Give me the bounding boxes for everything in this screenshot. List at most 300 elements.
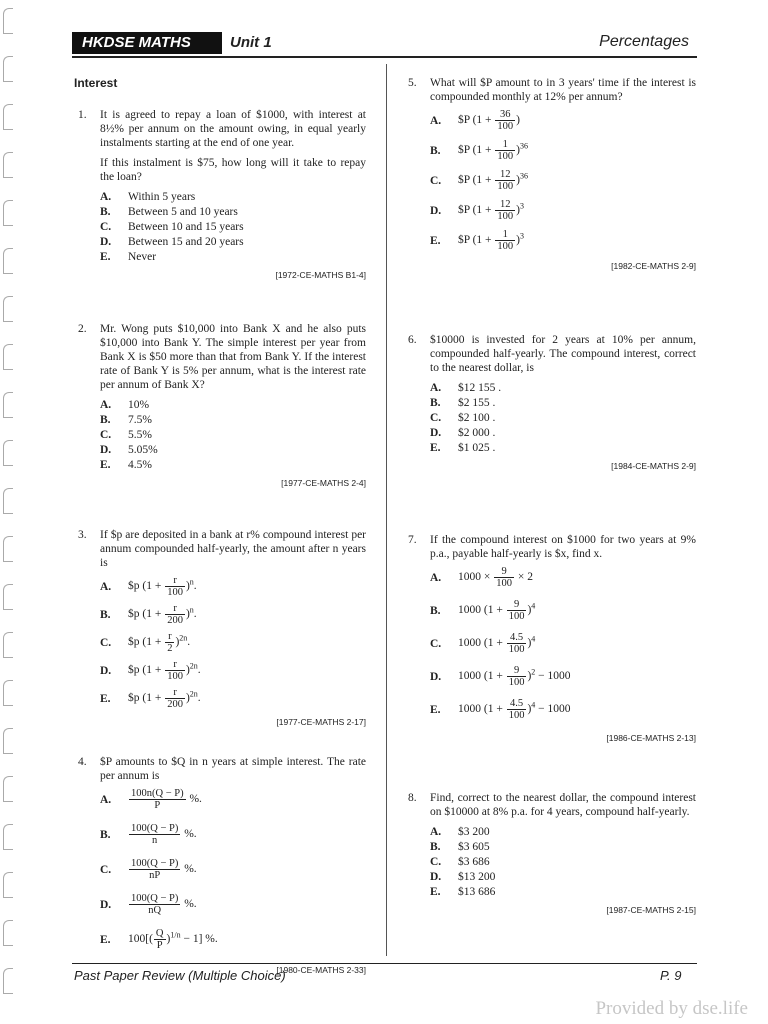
page-header (72, 30, 697, 58)
fraction-numerator: r (165, 659, 185, 671)
exponent: 3 (520, 231, 525, 241)
binder-ring (3, 248, 13, 274)
binder-ring (3, 872, 13, 898)
option-text: Between 15 and 20 years (128, 235, 244, 248)
expr-part: $P (1 + (458, 234, 495, 247)
option (100, 234, 366, 249)
option-text: Between 10 and 15 years (128, 220, 244, 233)
question (408, 333, 696, 473)
option-text (128, 687, 201, 710)
option-label: B. (430, 144, 441, 157)
option (430, 566, 696, 589)
option-label: A. (430, 825, 442, 838)
option (100, 412, 366, 427)
fraction-numerator: 9 (507, 665, 527, 677)
option (100, 442, 366, 457)
binder-ring (3, 296, 13, 322)
binder-ring (3, 632, 13, 658)
option (100, 457, 366, 472)
expr-part: − 1] %. (180, 933, 218, 946)
fraction-denominator: 100 (167, 587, 183, 598)
option-text (458, 599, 535, 622)
fraction-denominator: 100 (496, 578, 512, 589)
option-text: Within 5 years (128, 190, 196, 203)
options-list (100, 575, 366, 710)
fraction-numerator: 9 (494, 566, 514, 578)
binder-ring (3, 392, 13, 418)
question (408, 533, 696, 745)
expr-part: $p (1 + (128, 664, 165, 677)
option-label: D. (100, 664, 112, 677)
expr-part: $P (1 + (458, 144, 495, 157)
option-label: A. (100, 580, 112, 593)
options-list (100, 788, 366, 951)
question (78, 755, 366, 977)
question-text: If the compound interest on $1000 for two years at 9% p.a., payable half-yearly is $x, find x. (430, 534, 696, 560)
option (430, 440, 696, 455)
fraction (495, 139, 515, 162)
option-text: $3 686 (458, 855, 490, 868)
option-label: B. (430, 840, 441, 853)
option-text (458, 169, 528, 192)
option-label: A. (430, 114, 442, 127)
question-text: If $p are deposited in a bank at r% compound interest per annum compounded half-yearly, the amount after n years is (100, 529, 366, 569)
expr-part: . (197, 664, 201, 677)
page-number: P. 9 (660, 968, 682, 983)
fraction (165, 603, 185, 626)
fraction (495, 199, 515, 222)
option (100, 575, 366, 598)
question-source: [1982-CE-MATHS 2-9] (611, 261, 696, 271)
fraction-denominator: 100 (497, 241, 514, 252)
fraction (507, 698, 527, 721)
binder-ring (3, 680, 13, 706)
option (430, 665, 696, 688)
question-stem (408, 791, 696, 819)
unit-label: Unit 1 (230, 34, 272, 51)
fraction-numerator: r (165, 687, 185, 699)
question-stem (408, 76, 696, 104)
options-list (430, 824, 696, 899)
option-label: E. (100, 692, 111, 705)
question-stem (408, 533, 696, 561)
exponent: 2n (179, 633, 188, 643)
question (78, 528, 366, 729)
exponent: n (189, 577, 194, 587)
option (430, 854, 696, 869)
fraction (154, 928, 166, 951)
expr-part: 100[( (128, 933, 153, 946)
question-number: 4. (78, 756, 87, 768)
option-text (458, 566, 533, 589)
expr-part: $P (1 + (458, 114, 495, 127)
fraction-denominator: 100 (497, 151, 514, 162)
option (430, 698, 696, 721)
option-text (128, 659, 201, 682)
fraction-numerator: 100(Q − P) (131, 893, 179, 904)
fraction-numerator: 12 (495, 199, 515, 211)
binder-ring (3, 104, 13, 130)
fraction (507, 632, 527, 655)
binder-ring (3, 728, 13, 754)
question-text: If this instalment is $75, how long will it take to repay the loan? (100, 157, 366, 183)
question (408, 791, 696, 917)
question-source: [1977-CE-MATHS 2-4] (281, 478, 366, 488)
option (430, 139, 696, 162)
fraction-denominator: 100 (497, 211, 514, 222)
option-label: B. (430, 396, 441, 409)
option (430, 410, 696, 425)
fraction-denominator: 100 (508, 677, 525, 688)
option (100, 928, 366, 951)
fraction (165, 659, 185, 682)
option-label: B. (100, 608, 111, 621)
option-text: 4.5% (128, 458, 152, 471)
option-label: C. (100, 220, 112, 233)
options-list (430, 109, 696, 252)
binder-ring (3, 824, 13, 850)
option-label: D. (100, 235, 112, 248)
expr-part: ) (516, 114, 521, 127)
binder-ring (3, 200, 13, 226)
option-text: $3 200 (458, 825, 490, 838)
expr-part: ) (516, 144, 521, 157)
options-list (430, 380, 696, 455)
option-label: D. (430, 670, 442, 683)
question-source: [1986-CE-MATHS 2-13] (606, 733, 696, 743)
fraction (495, 169, 515, 192)
question-stem (78, 755, 366, 783)
expr-part: . (187, 636, 191, 649)
fraction (494, 566, 514, 589)
option-text: $13 200 (458, 870, 496, 883)
expr-part: ) (527, 637, 532, 650)
fraction-numerator: 4.5 (507, 632, 527, 644)
footer-rule (72, 963, 697, 964)
option (430, 425, 696, 440)
option (430, 839, 696, 854)
option-label: A. (100, 793, 112, 806)
binder-ring (3, 488, 13, 514)
option-label: D. (100, 443, 112, 456)
options-list (100, 189, 366, 264)
question-number: 1. (78, 109, 87, 121)
options-list (430, 566, 696, 721)
question-stem (78, 528, 366, 570)
option (430, 869, 696, 884)
option-label: D. (430, 204, 442, 217)
option-text: $1 025 . (458, 441, 496, 454)
fraction-denominator: 100 (508, 611, 525, 622)
expr-part: %. (181, 828, 197, 841)
option (430, 884, 696, 899)
option-label: E. (100, 250, 111, 263)
option-label: C. (430, 411, 442, 424)
question-stem (78, 322, 366, 392)
option-text (458, 139, 528, 162)
fraction (129, 858, 180, 881)
fraction-numerator: 9 (507, 599, 527, 611)
binder-holes (0, 0, 40, 1024)
fraction-denominator: 100 (497, 121, 514, 132)
option-text (128, 631, 190, 654)
fraction-denominator: 100 (167, 671, 183, 682)
fraction-denominator: nP (149, 870, 161, 881)
fraction-denominator: 2 (167, 643, 173, 654)
question (78, 322, 366, 490)
fraction-denominator: P (154, 800, 161, 811)
option (430, 395, 696, 410)
binder-ring (3, 536, 13, 562)
expr-part: . (193, 580, 197, 593)
expr-part: ) (527, 703, 532, 716)
expr-part: %. (181, 898, 197, 911)
question-number: 5. (408, 77, 417, 89)
question (408, 76, 696, 273)
watermark: Provided by dse.life (595, 998, 748, 1019)
option-label: B. (100, 828, 111, 841)
question-source: [1980-CE-MATHS 2-33] (276, 965, 366, 975)
expr-part: ) (516, 234, 521, 247)
option (100, 219, 366, 234)
fraction-denominator: 100 (508, 710, 525, 721)
question-text: Mr. Wong puts $10,000 into Bank X and he also puts $10,000 into Bank Y. The simple interest per year from Bank X is $50 more than that from Bank Y. If the interest rate of Bank Y is 5% per annum, what is the interest rate per annum of Bank X? (100, 323, 366, 391)
question-number: 3. (78, 529, 87, 541)
fraction (129, 893, 180, 916)
exponent: 4 (531, 634, 536, 644)
option (100, 249, 366, 264)
option-label: C. (100, 428, 112, 441)
option-text: $2 000 . (458, 426, 496, 439)
question-stem (78, 108, 366, 184)
binder-ring (3, 344, 13, 370)
option-label: C. (430, 637, 442, 650)
option (430, 109, 696, 132)
expr-part: ) (527, 670, 532, 683)
exponent: 4 (531, 700, 536, 710)
option-text: 10% (128, 398, 150, 411)
question-text: $P amounts to $Q in n years at simple interest. The rate per annum is (100, 756, 366, 782)
option-label: B. (100, 413, 111, 426)
section-title: Interest (74, 76, 118, 90)
option (430, 599, 696, 622)
fraction-denominator: 200 (167, 699, 183, 710)
expr-part: ) (516, 174, 521, 187)
fraction-numerator: 1 (495, 229, 515, 241)
expr-part: ) (185, 608, 190, 621)
option-label: B. (100, 205, 111, 218)
option (100, 427, 366, 442)
fraction (507, 599, 527, 622)
exponent: 36 (520, 171, 529, 181)
option (100, 603, 366, 626)
fraction (129, 823, 180, 846)
option (100, 397, 366, 412)
exponent: 2 (531, 667, 536, 677)
option (430, 169, 696, 192)
option-label: C. (430, 174, 442, 187)
expr-part: $P (1 + (458, 174, 495, 187)
option (100, 189, 366, 204)
fraction-denominator: P (156, 940, 163, 951)
option-text: $12 155 . (458, 381, 502, 394)
option-text (128, 603, 197, 626)
expr-part: $p (1 + (128, 608, 165, 621)
option-text: 7.5% (128, 413, 152, 426)
expr-part: %. (181, 863, 197, 876)
binder-ring (3, 920, 13, 946)
option-text (128, 788, 202, 811)
option-label: A. (100, 190, 112, 203)
fraction (495, 109, 515, 132)
option-text (128, 893, 197, 916)
option (430, 199, 696, 222)
option-label: D. (430, 426, 442, 439)
expr-part: ) (516, 204, 521, 217)
option-label: C. (430, 855, 442, 868)
expr-part: ) (527, 604, 532, 617)
expr-part: ) (185, 580, 190, 593)
expr-part: . (197, 692, 201, 705)
option-text (128, 928, 218, 951)
binder-ring (3, 56, 13, 82)
question-source: [1977-CE-MATHS 2-17] (276, 717, 366, 727)
option-text (458, 632, 535, 655)
option (430, 229, 696, 252)
fraction-numerator: Q (155, 928, 164, 939)
footer-title: Past Paper Review (Multiple Choice) (74, 968, 286, 983)
expr-part: %. (186, 793, 202, 806)
expr-part: ) (185, 692, 190, 705)
option-text: 5.5% (128, 428, 152, 441)
question-number: 2. (78, 323, 87, 335)
expr-part: 1000 (1 + (458, 670, 506, 683)
expr-part: $p (1 + (128, 692, 165, 705)
option-text (128, 858, 197, 881)
binder-ring (3, 968, 13, 994)
expr-part: 1000 (1 + (458, 703, 506, 716)
fraction-numerator: r (165, 631, 174, 643)
fraction-numerator: r (165, 575, 185, 587)
expr-part: − 1000 (535, 670, 571, 683)
fraction-denominator: 100 (497, 181, 514, 192)
exponent: 3 (520, 201, 525, 211)
option-label: E. (430, 885, 441, 898)
option (430, 632, 696, 655)
option-label: A. (100, 398, 112, 411)
fraction (165, 631, 174, 654)
fraction-numerator: 1 (495, 139, 515, 151)
option (100, 631, 366, 654)
binder-ring (3, 440, 13, 466)
question-number: 7. (408, 534, 417, 546)
fraction-numerator: 100(Q − P) (131, 858, 179, 869)
topic-title: Percentages (599, 33, 689, 50)
course-title: HKDSE MATHS (72, 32, 222, 54)
fraction-numerator: 100n(Q − P) (131, 788, 184, 799)
expr-part: $p (1 + (128, 636, 165, 649)
option-text (128, 823, 197, 846)
expr-part: ) (175, 636, 180, 649)
option (100, 858, 366, 881)
option (100, 204, 366, 219)
column-divider (386, 64, 387, 956)
fraction (165, 687, 185, 710)
option-text: Between 5 and 10 years (128, 205, 238, 218)
binder-ring (3, 584, 13, 610)
question-source: [1984-CE-MATHS 2-9] (611, 461, 696, 471)
fraction-denominator: nQ (148, 905, 162, 916)
fraction (507, 665, 527, 688)
expr-part: ) (185, 664, 190, 677)
option-text (458, 665, 571, 688)
option-label: B. (430, 604, 441, 617)
fraction-denominator: 100 (508, 644, 525, 655)
option-label: E. (430, 234, 441, 247)
expr-part: . (193, 608, 197, 621)
question-stem (408, 333, 696, 375)
option (100, 659, 366, 682)
exponent: 2n (189, 689, 198, 699)
option (430, 824, 696, 839)
question (78, 108, 366, 282)
option-text: Never (128, 250, 157, 263)
exponent: 2n (189, 661, 198, 671)
option-text: $13 686 (458, 885, 496, 898)
option-text: $2 100 . (458, 411, 496, 424)
option-text: $3 605 (458, 840, 490, 853)
option-text: $2 155 . (458, 396, 496, 409)
question-source: [1987-CE-MATHS 2-15] (606, 905, 696, 915)
fraction-numerator: r (165, 603, 185, 615)
exponent: 4 (531, 601, 536, 611)
option-label: C. (100, 863, 112, 876)
question-number: 6. (408, 334, 417, 346)
expr-part: 1000 × (458, 571, 494, 584)
option-label: E. (100, 458, 111, 471)
fraction-denominator: n (152, 835, 158, 846)
option-text (458, 199, 524, 222)
fraction (165, 575, 185, 598)
option-text (458, 109, 520, 132)
fraction-numerator: 100(Q − P) (131, 823, 179, 834)
option-text: 5.05% (128, 443, 158, 456)
exponent: 1/n (170, 930, 181, 940)
expr-part: $P (1 + (458, 204, 495, 217)
option-label: A. (430, 381, 442, 394)
option (100, 788, 366, 811)
expr-part: × 2 (515, 571, 533, 584)
option (100, 823, 366, 846)
question-text: Find, correct to the nearest dollar, the compound interest on $10000 at 8% p.a. for 4 years, compound half-yearly. (430, 792, 696, 818)
option-label: D. (100, 898, 112, 911)
expr-part: $p (1 + (128, 580, 165, 593)
option-text (458, 229, 524, 252)
fraction-numerator: 12 (495, 169, 515, 181)
question-text: $10000 is invested for 2 years at 10% per annum, compounded half-yearly. The compound interest, correct to the nearest dollar, is (430, 334, 696, 374)
option-label: E. (430, 703, 441, 716)
fraction-numerator: 36 (495, 109, 515, 121)
expr-part: − 1000 (535, 703, 571, 716)
option (430, 380, 696, 395)
expr-part: 1000 (1 + (458, 604, 506, 617)
binder-ring (3, 152, 13, 178)
fraction (129, 788, 186, 811)
exponent: n (189, 605, 194, 615)
option-label: E. (100, 933, 111, 946)
binder-ring (3, 776, 13, 802)
option-text (128, 575, 197, 598)
